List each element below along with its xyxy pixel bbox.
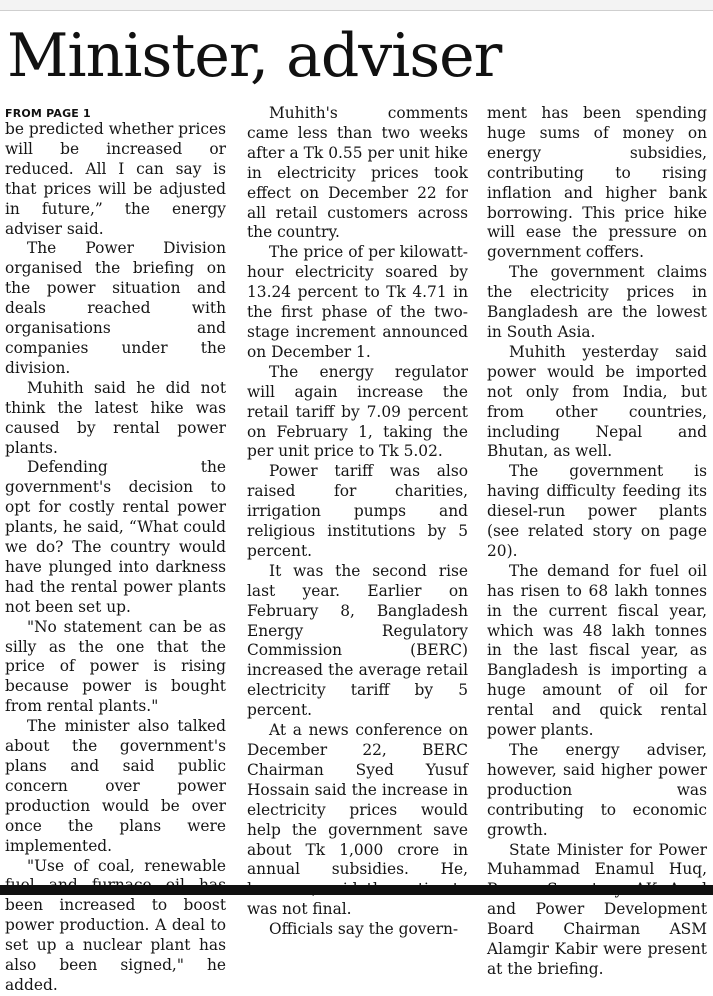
paragraph: Muhith's comments came less than two weeks after a Tk 0.55 per unit hike in electricity prices took effect on December 22 for all retail customers across the country. [247, 104, 468, 242]
paragraph: The energy adviser, however, said higher power production was contributing to economic growth. [487, 741, 707, 839]
paragraph: The price of per kilowatt-hour electricity soared by 13.24 percent to Tk 4.71 in the first phase of the two-stage increment announced on December 1. [247, 243, 468, 361]
paragraph: The government is having difficulty feeding its diesel-run power plants (see related story on page 20). [487, 462, 707, 560]
paragraph: Officials say the govern- [269, 920, 459, 939]
paragraph: Muhith yesterday said power would be imported not only from India, but from other countries, including Nepal and Bhutan, as well. [487, 342, 707, 461]
paragraph: Muhith said he did not think the latest hike was caused by rental power plants. [5, 378, 226, 457]
paragraph: The government claims the electricity prices in Bangladesh are the lowest in South Asia. [487, 263, 707, 341]
paragraph: The energy regulator will again increase the retail tariff by 7.09 percent on February 1, taking the per unit price to Tk 5.02. [247, 362, 468, 461]
bottom-edge-bar [0, 885, 713, 895]
paragraph: The minister also talked about the government's plans and said public concern over power production would be over once the plans were implemented. [5, 717, 226, 855]
clipped-top-text-strip [0, 0, 713, 11]
paragraph: The demand for fuel oil has risen to 68 lakh tonnes in the current fiscal year, which was 48 lakh tonnes in the last fiscal year, as Bangladesh is importing a huge amount of oil for rental and quick rental power plants. [487, 561, 707, 740]
paragraph: State Minister for Power Muhammad Enamul Huq, and Power Development Board Chairman ASM Alamgir Kabir were present at the briefing. [487, 840, 707, 978]
paragraph: Defending the government's decision to opt for costly rental power plants, he said, “What could we do? The country would have plunged into darkness had the rental power plants not been set up. [5, 458, 226, 616]
headline: Minister, adviser [7, 21, 502, 91]
paragraph: "No statement can be as silly as the one that the price of power is rising because power is bought from rental plants." [5, 617, 226, 716]
article-column-2 [247, 104, 468, 939]
paragraph: ment has been spending huge sums of money on energy subsidies, contributing to rising inflation and higher bank borrowing. This price hike will ease the pressure on government coffers. [487, 104, 707, 262]
paragraph: be predicted whether prices will be increased or reduced. All I can say is that prices will be adjusted in future,” the energy adviser said. [5, 120, 227, 238]
from-page-kicker: FROM PAGE 1 [5, 107, 91, 120]
paragraph: It was the second rise last year. Earlier on February 8, Bangladesh Energy Regulatory Commission (BERC) increased the average retail electricity tariff by 5 percent. [247, 561, 468, 720]
paragraph: The Power Division organised the briefing on the power situation and deals reached with organisations and companies under the division. [5, 239, 226, 377]
paragraph: Power tariff was also raised for charities, irrigation pumps and religious institutions by 5 percent. [247, 462, 468, 560]
article-column-3 [487, 104, 707, 978]
paragraph: "Use of coal, renewable been increased to boost power production. A deal to set up a nuclear plant has also been signed," he added. [5, 856, 226, 994]
paragraph: At a news conference on December 22, BERC Chairman Syed Yusuf Hossain said the increase in electricity prices would help the government save about Tk 1,000 crore in annual subsidies. He, was not final. [247, 721, 468, 919]
article-column-1 [5, 104, 227, 994]
